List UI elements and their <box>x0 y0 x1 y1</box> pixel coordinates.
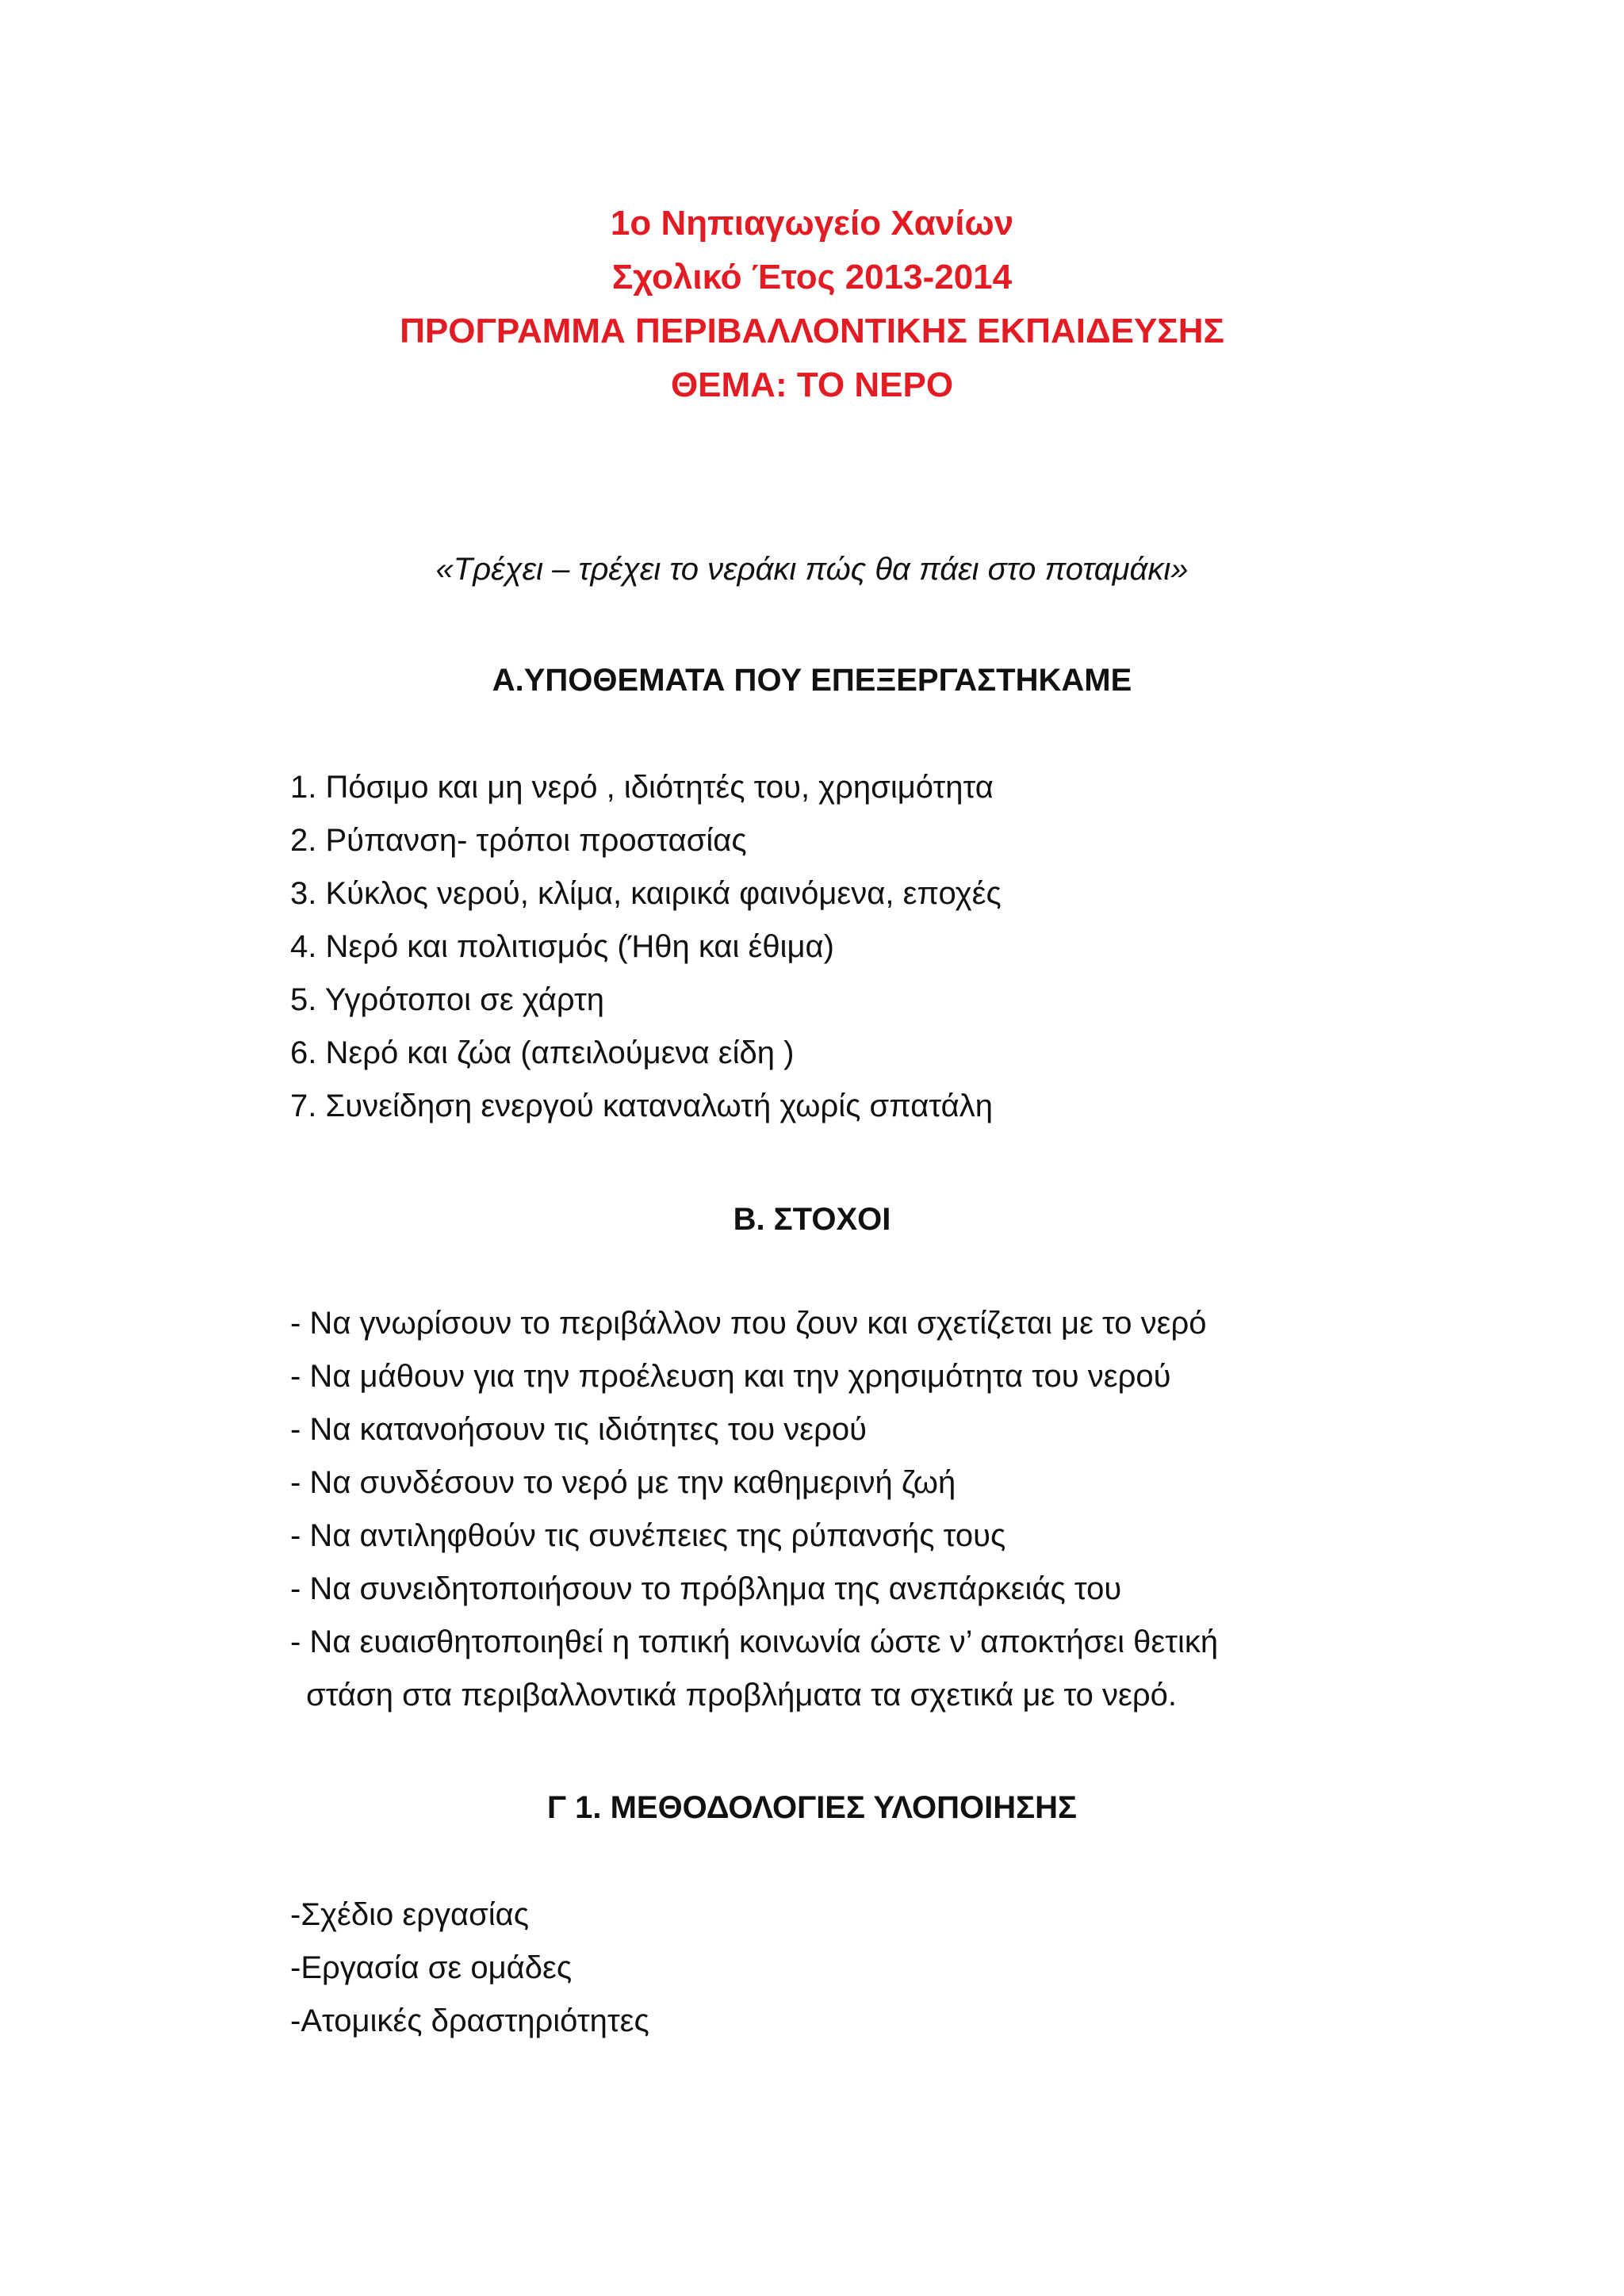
list-item: - Να ευαισθητοποιηθεί η τοπική κοινωνία ώστε ν’ αποκτήσει θετική <box>290 1624 1219 1659</box>
section-a-heading: Α.ΥΠΟΘΕΜΑΤΑ ΠΟΥ ΕΠΕΞΕΡΓΑΣΤΗΚΑΜΕ <box>492 663 1132 698</box>
document-header <box>0 197 1624 412</box>
list-item: 6. Νερό και ζώα (απειλούμενα είδη ) <box>290 1035 795 1070</box>
list-item: 7. Συνείδηση ενεργού καταναλωτή χωρίς σπατάλη <box>290 1089 993 1123</box>
list-item: - Να αντιληφθούν τις συνέπειες της ρύπανσής τους <box>290 1518 1006 1553</box>
list-item: - Να μάθουν για την προέλευση και την χρησιμότητα του νερού <box>290 1359 1171 1394</box>
list-item: -Ατομικές δραστηριότητες <box>290 2003 649 2038</box>
list-item-continuation: στάση στα περιβαλλοντικά προβλήματα τα σχετικά με το νερό. <box>306 1678 1177 1712</box>
list-item: - Να γνωρίσουν το περιβάλλον που ζουν και σχετίζεται με το νερό <box>290 1306 1207 1341</box>
list-item: - Να συνειδητοποιήσουν το πρόβλημα της ανεπάρκειάς του <box>290 1571 1122 1606</box>
list-item: -Σχέδιο εργασίας <box>290 1897 530 1932</box>
topic-title: ΘΕΜΑ: ΤΟ ΝΕΡΟ <box>670 365 954 404</box>
list-item: -Εργασία σε ομάδες <box>290 1950 573 1985</box>
list-item: 4. Νερό και πολιτισμός (Ήθη και έθιμα) <box>290 929 834 964</box>
list-item: 5. Υγρότοποι σε χάρτη <box>290 982 605 1017</box>
subtopics-list <box>290 761 1400 1133</box>
list-item: - Να συνδέσουν το νερό με την καθημερινή ζωή <box>290 1465 956 1500</box>
list-item: 3. Κύκλος νερού, κλίμα, καιρικά φαινόμενα, εποχές <box>290 876 1002 911</box>
school-year: Σχολικό Έτος 2013-2014 <box>611 258 1013 297</box>
program-title: ΠΡΟΓΡΑΜΜΑ ΠΕΡΙΒΑΛΛΟΝΤΙΚΗΣ ΕΚΠΑΙΔΕΥΣΗΣ <box>400 312 1224 350</box>
list-item: 1. Πόσιμο και μη νερό , ιδιότητές του, χρησιμότητα <box>290 770 994 805</box>
list-item: 2. Ρύπανση- τρόποι προστασίας <box>290 823 747 858</box>
school-name: 1ο Νηπιαγωγείο Χανίων <box>610 204 1014 243</box>
motto-quote: «Τρέχει – τρέχει το νεράκι πώς θα πάει στο ποταμάκι» <box>435 552 1189 587</box>
list-item: - Να κατανοήσουν τις ιδιότητες του νερού <box>290 1412 868 1447</box>
methodologies-list <box>290 1888 1400 2048</box>
goals-list <box>290 1297 1400 1722</box>
section-g-heading: Γ 1. ΜΕΘΟΔΟΛΟΓΙΕΣ ΥΛΟΠΟΙΗΣΗΣ <box>546 1790 1078 1825</box>
section-b-heading: Β. ΣΤΟΧΟΙ <box>733 1202 891 1237</box>
